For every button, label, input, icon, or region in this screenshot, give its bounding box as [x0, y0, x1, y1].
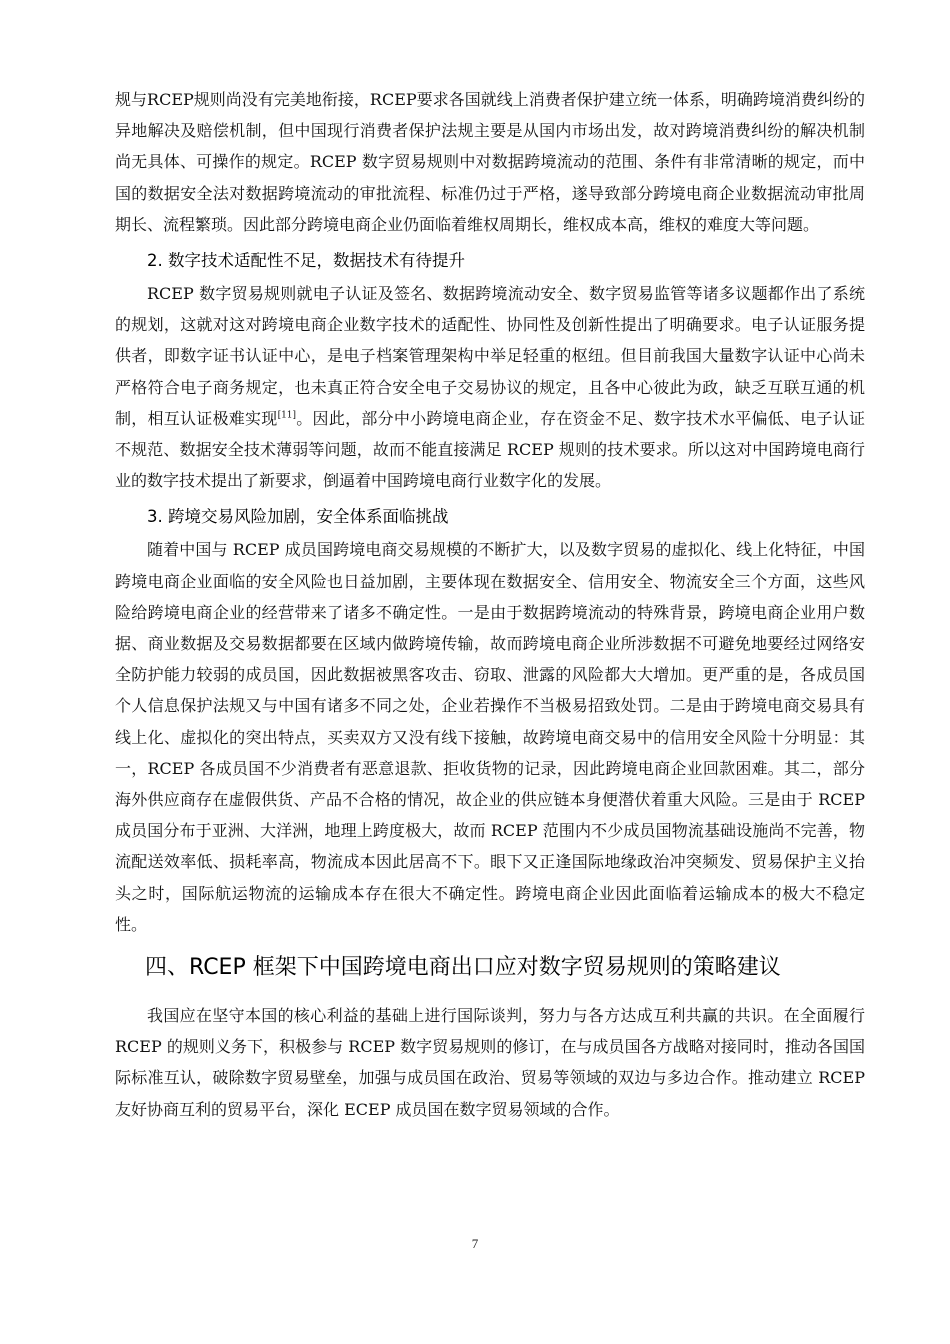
paragraph-digital-technology-main: RCEP 数字贸易规则就电子认证及签名、数据跨境流动安全、数字贸易监管等诸多议题都作出了系统的规划，这就对这对跨境电商企业数字技术的适配性、协同性及创新性提出了明确要求。电子认证服务提供者，即数字证书认证中心，是电子档案管理架构中举足轻重的枢纽。但目前我国大量数字认证中心尚未严格符合电子商务规定，也未真正符合安全电子交易协议的规定，且各中心彼此为政，缺乏互联互通的机制，相互认证极难实现	[115, 284, 865, 428]
section-heading-strategy: 四、RCEP 框架下中国跨境电商出口应对数字贸易规则的策略建议	[145, 955, 781, 981]
subheading-transaction-risk: 3. 跨境交易风险加剧，安全体系面临挑战	[147, 507, 449, 527]
paragraph-strategy: 我国应在坚守本国的核心利益的基础上进行国际谈判，努力与各方达成互利共赢的共识。在全面履行 RCEP 的规则义务下，积极参与 RCEP 数字贸易规则的修订，在与成员国各方战略对接同时，推动各国国际标准互认，破除数字贸易壁垒，加强与成员国在政治、贸易等领域的双边与多边合作。推动建立 RCEP 友好协商互利的贸易平台，深化 ECEP 成员国在数字贸易领域的合作。	[115, 1006, 865, 1119]
paragraph-transaction-risk: 随着中国与 RCEP 成员国跨境电商交易规模的不断扩大，以及数字贸易的虚拟化、线上化特征，中国跨境电商企业面临的安全风险也日益加剧，主要体现在数据安全、信用安全、物流安全三个方面，这些风险给跨境电商企业的经营带来了诸多不确定性。一是由于数据跨境流动的特殊背景，跨境电商企业用户数据、商业数据及交易数据都要在区域内做跨境传输，故而跨境电商企业所涉数据不可避免地要经过网络安全防护能力较弱的成员国，因此数据被黑客攻击、窃取、泄露的风险都大大增加。更严重的是，各成员国个人信息保护法规又与中国有诸多不同之处，企业若操作不当极易招致处罚。二是由于跨境电商交易具有线上化、虚拟化的突出特点，买卖双方又没有线下接触，故跨境电商交易中的信用安全风险十分明显：其一，RCEP 各成员国不少消费者有恶意退款、拒收货物的记录，因此跨境电商企业回款困难。其二，部分海外供应商存在虚假供货、产品不合格的情况，故企业的供应链本身便潜伏着重大风险。三是由于 RCEP 成员国分布于亚洲、大洋洲，地理上跨度极大，故而 RCEP 范围内不少成员国物流基础设施尚不完善，物流配送效率低、损耗率高，物流成本因此居高不下。眼下又正逢国际地缘政治冲突频发、贸易保护主义抬头之时，国际航运物流的运输成本存在很大不确定性。跨境电商企业因此面临着运输成本的极大不稳定性。	[115, 540, 865, 934]
page-number: 7	[471, 1236, 479, 1251]
citation-11: [11]	[277, 410, 297, 421]
subheading-digital-technology: 2. 数字技术适配性不足，数据技术有待提升	[147, 251, 465, 271]
paragraph-digital-technology	[115, 278, 865, 496]
document-page	[115, 84, 865, 1125]
paragraph-digital-technology-rest: 。因此，部分中小跨境电商企业，存在资金不足、数字技术水平偏低、电子认证不规范、数据安全技术薄弱等问题，故而不能直接满足 RCEP 规则的技术要求。所以这对中国跨境电商行业的数字技术提出了新要求，倒逼着中国跨境电商行业数字化的发展。	[115, 408, 865, 491]
paragraph-consumer-protection: 规与RCEP规则尚没有完美地衔接，RCEP要求各国就线上消费者保护建立统一体系，明确跨境消费纠纷的异地解决及赔偿机制，但中国现行消费者保护法规主要是从国内市场出发，故对跨境消费纠纷的解决机制尚无具体、可操作的规定。RCEP 数字贸易规则中对数据跨境流动的范围、条件有非常清晰的规定，而中国的数据安全法对数据跨境流动的审批流程、标准仍过于严格，遂导致部分跨境电商企业数据流动审批周期长、流程繁琐。因此部分跨境电商企业仍面临着维权周期长，维权成本高，维权的难度大等问题。	[115, 90, 865, 234]
